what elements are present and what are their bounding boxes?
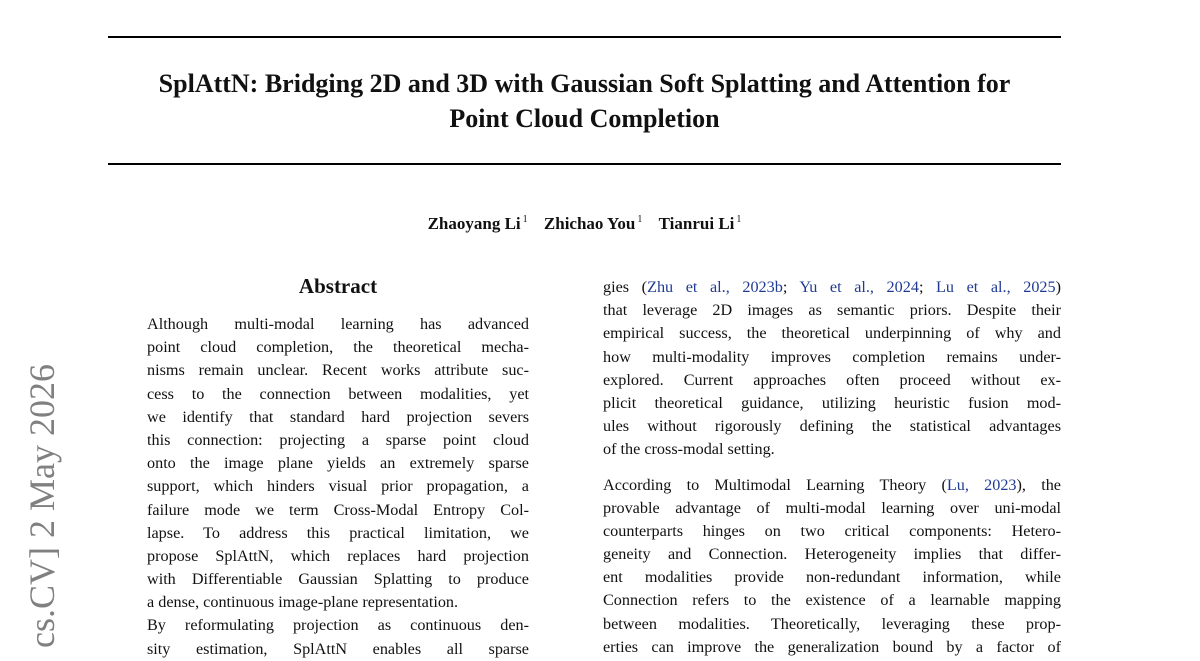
body-line <box>603 474 1061 497</box>
abstract-body <box>147 313 529 661</box>
author <box>659 214 742 233</box>
abstract-line: propose SplAttN, which replaces hard projection <box>147 546 529 565</box>
author-list <box>108 208 1061 236</box>
citation-separator: ; <box>918 278 937 296</box>
paragraph-gap <box>603 462 1061 474</box>
abstract-line: with Differentiable Gaussian Splatting to produce <box>147 570 529 589</box>
citation-separator: ; <box>782 278 800 296</box>
body-line: provable advantage of multi-modal learning over uni-modal <box>603 498 1061 517</box>
author <box>544 214 642 233</box>
title-line: SplAttN: Bridging 2D and 3D with Gaussian Soft Splatting and Attention for <box>158 69 1011 98</box>
abstract-line: failure mode we term Cross-Modal Entropy Col- <box>147 500 529 519</box>
body-line: how multi-modality improves completion remains under- <box>603 347 1061 366</box>
body-line: of the cross-modal setting. <box>603 440 775 459</box>
body-line: counterparts hinges on two critical components: Hetero- <box>603 521 1061 540</box>
abstract-line: onto the image plane yields an extremely sparse <box>147 454 529 473</box>
abstract-line: sity estimation, SplAttN enables all sparse <box>147 639 529 658</box>
body-text: ) <box>1055 278 1061 296</box>
body-paragraph <box>603 474 1061 660</box>
arxiv-stamp: cs.CV] 2 May 2026 <box>22 364 62 648</box>
body-line: ent modalities provide non-redundant information, while <box>603 568 1061 587</box>
abstract-line: By reformulating projection as continuous den- <box>147 616 529 635</box>
body-line: empirical success, the theoretical underpinning of why and <box>603 324 1061 343</box>
abstract-line: a dense, continuous image-plane representation. <box>147 593 459 612</box>
body-paragraph <box>603 276 1061 462</box>
paper-title <box>108 66 1061 136</box>
author-name: Zhichao You <box>543 213 636 233</box>
abstract-line: we identify that standard hard projection severs <box>147 407 529 426</box>
author <box>428 214 528 233</box>
body-line: erties can improve the generalization bound by a factor of <box>603 637 1061 656</box>
citation-link[interactable]: Lu, 2023 <box>946 475 1017 494</box>
body-text: ), the <box>1016 475 1061 494</box>
body-line: ules without rigorously defining the statistical advantages <box>603 417 1061 436</box>
author-affiliation: 1 <box>637 214 643 225</box>
abstract-line: point cloud completion, the theoretical mecha- <box>147 338 529 357</box>
abstract-heading: Abstract <box>298 274 378 298</box>
body-line: explored. Current approaches often proceed without ex- <box>603 370 1061 389</box>
body-text: According to Multimodal Learning Theory ( <box>603 475 947 494</box>
author-affiliation: 1 <box>736 214 742 225</box>
title-line: Point Cloud Completion <box>449 104 720 133</box>
body-line: between modalities. Theoretically, leveraging these prop- <box>603 614 1061 633</box>
abstract-line: support, which hinders visual prior propagation, a <box>147 477 529 496</box>
author-name: Tianrui Li <box>658 213 735 233</box>
body-text: gies ( <box>603 278 648 296</box>
body-line: Connection refers to the existence of a learnable mapping <box>603 591 1061 610</box>
abstract-line: nisms remain unclear. Recent works attribute suc- <box>147 361 529 380</box>
citation-link[interactable]: Zhu et al., 2023b <box>647 278 783 296</box>
citation-link[interactable]: Yu et al., 2024 <box>799 278 919 296</box>
abstract-line: lapse. To address this practical limitation, we <box>147 523 529 542</box>
author-name: Zhaoyang Li <box>427 213 521 233</box>
body-line: that leverage 2D images as semantic priors. Despite their <box>603 301 1061 320</box>
author-affiliation: 1 <box>522 214 528 225</box>
abstract-line: this connection: projecting a sparse point cloud <box>147 430 529 449</box>
citation-link[interactable]: Lu et al., 2025 <box>936 278 1056 296</box>
abstract-line: Although multi-modal learning has advanced <box>147 315 529 333</box>
title-rule-bottom <box>108 163 1061 165</box>
body-line <box>603 276 1061 299</box>
title-rule-top <box>108 36 1061 38</box>
body-column-right <box>603 276 1061 659</box>
body-line: geneity and Connection. Heterogeneity implies that differ- <box>603 545 1061 564</box>
body-line: plicit theoretical guidance, utilizing heuristic fusion mod- <box>603 393 1061 412</box>
abstract-line: cess to the connection between modalities, yet <box>147 384 529 403</box>
